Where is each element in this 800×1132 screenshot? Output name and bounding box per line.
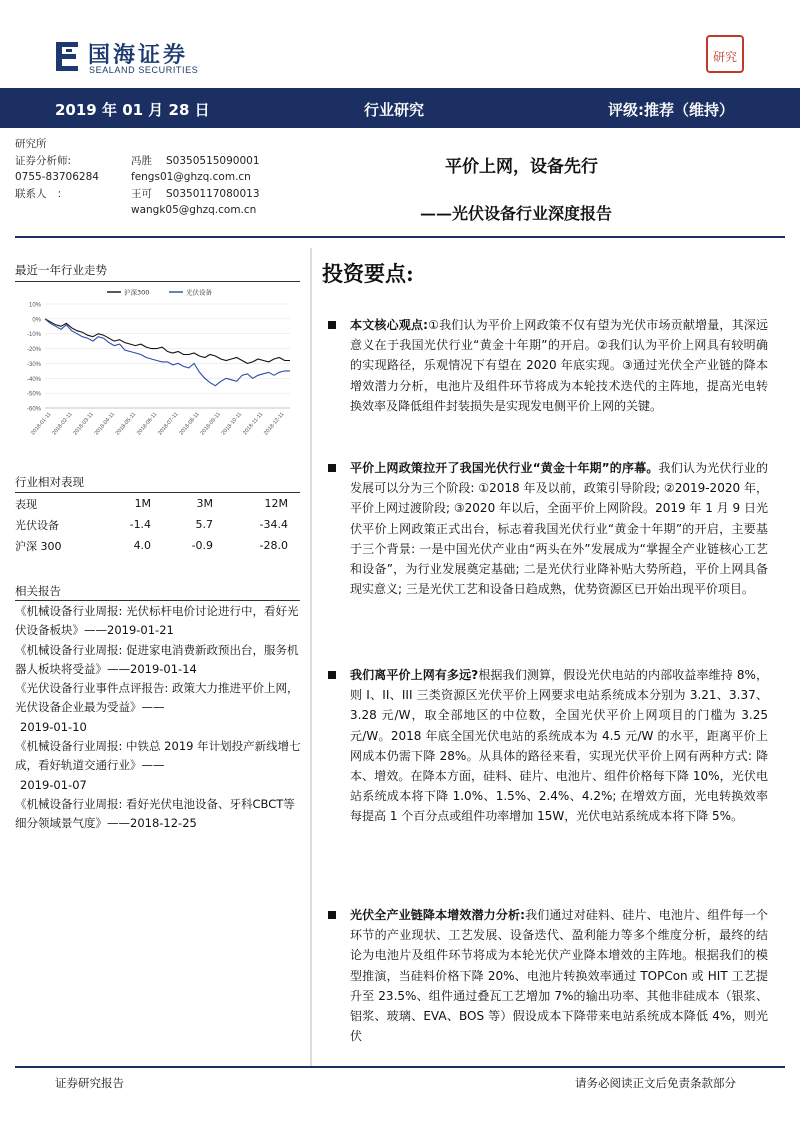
invest-point	[328, 458, 768, 599]
y-tick-label: -10%	[26, 332, 41, 339]
invest-point	[328, 665, 768, 827]
x-tick-label: 2018-07-11	[157, 411, 180, 437]
trend-heading: 最近一年行业走势	[15, 263, 107, 277]
header-divider	[15, 236, 785, 238]
invest-point	[328, 315, 768, 416]
analyst-name: 冯胜	[131, 154, 152, 167]
bullet-icon	[328, 464, 336, 472]
y-tick-label: -30%	[26, 361, 41, 368]
point-body: ①我们认为平价上网政策不仅有望为光伏市场贡献增量，其深远意义在于我国光伏行业“黄金十年期”的开启。②我们认为平价上网具有较明确的实现路径，乐观情况下有望在 2020 年底实现。③通过光伏全产业链的降本增效潜力分析，电池片及组件环节将成为本轮技术迭代的主阵地，提高光电转换效率及降低组件封装损失是实现发电侧平价上网的关键。	[350, 318, 768, 413]
report-category: 行业研究	[364, 101, 425, 119]
table-cell: 沪深 300	[15, 539, 62, 553]
report-title: 平价上网，设备先行	[445, 157, 598, 177]
y-tick-label: -60%	[26, 406, 41, 413]
y-tick-label: -50%	[26, 391, 41, 398]
y-tick-label: 0%	[32, 317, 41, 324]
analyst-email[interactable]: fengs01@ghzq.com.cn	[131, 171, 251, 183]
related-heading: 相关报告	[15, 584, 61, 598]
x-tick-label: 2018-11-11	[242, 411, 265, 437]
column-divider	[310, 248, 312, 1066]
point-lead: 本文核心观点:	[350, 318, 428, 332]
y-tick-label: -20%	[26, 347, 41, 354]
report-rating: 评级:推荐（维持）	[608, 101, 734, 119]
report-date: 2019 年 01 月 28 日	[55, 101, 210, 119]
list-item[interactable]: 《机械设备行业周报: 光伏标杆电价讨论进行中，看好光伏设备板块》——2019-01-21	[15, 604, 299, 638]
table-cell: 5.7	[195, 518, 214, 531]
legend-label: 沪深300	[124, 288, 150, 297]
list-item[interactable]: 《光伏设备行业事件点评报告: 政策大力推进平价上网，光伏设备企业最为受益》——	[15, 681, 299, 715]
brand-name-en: SEALAND SECURITIES	[89, 65, 199, 75]
x-tick-label: 2018-10-11	[220, 411, 244, 437]
point-body: 我们通过对硅料、硅片、电池片、组件每一个环节的产业现状、工艺发展、设备迭代、盈利能力等多个维度分析，最终的结论为电池片及组件环节将成为本轮光伏产业降本增效的主阵地。根据我们的模型推演，当硅料价格下降 20%、电池片转换效率通过 TOPCon 或 HIT 工艺提升至 23.5%、组件通过叠瓦工艺增加 7%的输出功率、其他非硅成本（银浆、铝浆、玻璃、EVA、BOS 等）假设成本下降带来电站系统成本降低 4%，则光伏	[350, 908, 768, 1044]
footer-left: 证券研究报告	[55, 1076, 124, 1090]
related-heading-rule	[15, 600, 300, 601]
x-tick-label: 2018-02-11	[51, 411, 74, 437]
table-header-cell: 1M	[134, 497, 152, 510]
analyst-label: 证券分析师:	[15, 154, 72, 167]
report-header-bar	[0, 88, 800, 128]
point-lead: 平价上网政策拉开了我国光伏行业“黄金十年期”的序幕。	[350, 461, 659, 475]
table-cell: -34.4	[259, 518, 288, 531]
invest-point	[328, 905, 768, 1046]
x-tick-label: 2018-12-11	[263, 411, 286, 437]
bullet-icon	[328, 321, 336, 329]
table-cell: -1.4	[129, 518, 152, 531]
table-row	[15, 514, 300, 535]
table-cell: 4.0	[133, 539, 152, 552]
research-seal-icon	[705, 34, 745, 74]
table-cell: -0.9	[191, 539, 214, 552]
dept-label: 研究所	[15, 138, 47, 150]
bullet-icon	[328, 671, 336, 679]
table-cell: 光伏设备	[15, 518, 59, 532]
contact-email[interactable]: wangk05@ghzq.com.cn	[131, 204, 257, 216]
y-tick-label: -40%	[26, 376, 41, 383]
x-tick-label: 2018-01-11	[30, 411, 53, 437]
invest-heading: 投资要点:	[322, 261, 414, 286]
contact-name: 王可	[131, 187, 152, 200]
company-logo	[52, 36, 222, 80]
related-reports-list	[15, 602, 305, 834]
footer-divider	[15, 1066, 785, 1068]
brand-name-cn: 国海证券	[88, 43, 189, 68]
point-lead: 光伏全产业链降本增效潜力分析:	[350, 908, 525, 922]
industry-trend-chart	[15, 280, 300, 455]
performance-table	[15, 493, 300, 556]
svg-text:研究: 研究	[712, 50, 738, 64]
list-item-date: 2019-01-10	[20, 719, 87, 734]
list-item[interactable]: 《机械设备行业周报: 促进家电消费新政预出台，服务机器人板块将受益》——2019-01-14	[15, 642, 299, 676]
report-subtitle: ——光伏设备行业深度报告	[420, 204, 613, 223]
table-cell: -28.0	[259, 539, 288, 552]
x-tick-label: 2018-05-11	[114, 411, 138, 437]
table-header-cell: 12M	[264, 497, 288, 510]
bullet-icon	[328, 911, 336, 919]
list-item-date: 2019-01-07	[20, 777, 87, 792]
analyst-contacts	[15, 136, 260, 219]
x-tick-label: 2018-09-11	[199, 411, 222, 437]
x-tick-label: 2018-04-11	[93, 411, 117, 437]
point-lead: 我们离平价上网有多远?	[350, 668, 479, 682]
contact-id: S0350117080013	[166, 187, 260, 200]
list-item[interactable]: 《机械设备行业周报: 看好光伏电池设备、牙科CBCT等细分领域景气度》——2018-12-25	[15, 796, 295, 831]
point-body: 根据我们测算，假设光伏电站的内部收益率维持 8%，则 I、II、III 三类资源区光伏平价上网要求电站系统成本分别为 3.21、3.37、3.28 元/W，取全部地区的中位数，全国光伏平价上网项目的门槛为 3.25 元/W。2018 年底全国光伏电站的系统成本为 4.5 元/W 的水平，距离平价上网成本仍需下降 28%。从具体的路径来看，实现光伏平价上网有两种方式: 降本、增效。在降本方面，硅料、硅片、电池片、组件价格每下降 10%，光伏电站系统成本将下降 1.0%、1.5%、2.4%、4.2%; 在增效方面，光电转换效率每提高 1 个百分点或组件功率增加 15W，光伏电站系统成本将下降 5%。	[350, 668, 769, 824]
footer-right: 请务必阅读正文后免责条款部分	[575, 1076, 736, 1090]
series-line-hs300	[45, 319, 290, 364]
list-item[interactable]: 《机械设备行业周报: 中铁总 2019 年计划投产新线增七成，看好轨道交通行业》——	[15, 739, 301, 773]
x-tick-label: 2018-06-11	[136, 411, 159, 437]
table-header-cell: 3M	[196, 497, 214, 510]
legend-label: 光伏设备	[186, 288, 212, 297]
contact-label: 联系人 ：	[15, 187, 68, 200]
x-tick-label: 2018-03-11	[72, 411, 95, 437]
analyst-id: S0350515090001	[166, 154, 260, 167]
point-body: 我们认为光伏行业的发展可以分为三个阶段: ①2018 年及以前，政策引导阶段; ②2019-2020 年，平价上网过渡阶段; ③2020 年以后，全面平价上网阶段。2019 年 1 月 9 日光伏平价上网政策正式出台，标志着我国光伏行业“黄金十年期”的开启，主要基于三个背景: 一是中国光伏产业由“两头在外”发展成为“掌握全产业链核心工艺和设备”，为行业发展奠定基础; 二是光伏行业降补贴大势所趋，平价上网具备现实意义; 三是光伏工艺和设备日趋成熟，优势资源区已开始出现平价项目。	[350, 461, 768, 597]
x-tick-label: 2018-08-11	[178, 411, 201, 437]
series-line-pv-equipment	[45, 319, 290, 386]
y-tick-label: 10%	[28, 302, 41, 309]
table-header-cell: 表现	[15, 497, 37, 511]
table-row	[15, 535, 300, 556]
table-header-row	[15, 493, 300, 514]
logo-mark-icon	[52, 38, 82, 74]
performance-heading: 行业相对表现	[15, 475, 84, 489]
analyst-phone: 0755-83706284	[15, 171, 99, 183]
